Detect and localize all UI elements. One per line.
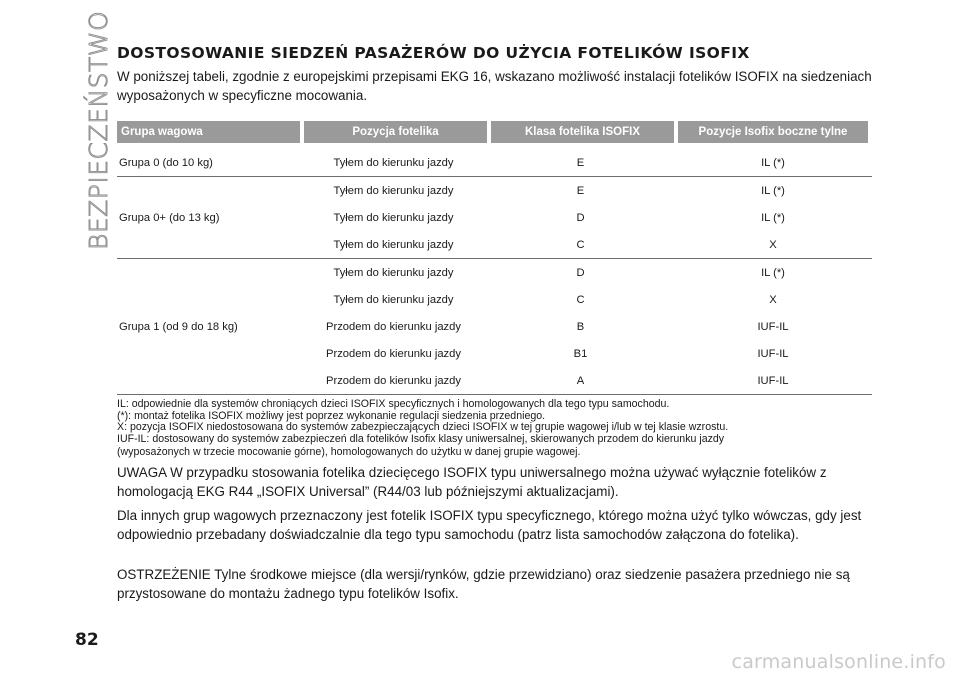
group-label: Grupa 0+ (do 13 kg) <box>119 211 220 224</box>
cell-position: Tyłem do kierunku jazdy <box>333 211 454 224</box>
uwaga-paragraph: UWAGA W przypadku stosowania fotelika dziecięcego ISOFIX typu uniwersalnego można używać wyłącznie fotelików z homologacją EKG R44 „ISOFIX Universal” (R44/03 lub późniejszymi aktualizacjami). <box>117 464 827 500</box>
cell-class: A <box>576 374 585 387</box>
cell-position: Tyłem do kierunku jazdy <box>333 156 454 169</box>
cell-position: Tyłem do kierunku jazdy <box>333 293 454 306</box>
table-group <box>117 259 872 395</box>
note-asterisk: (*): montaż fotelika ISOFIX możliwy jest poprzez wykonanie regulacji siedzenia przedniego. <box>117 409 546 422</box>
cell-class: B <box>576 320 585 333</box>
section-title: DOSTOSOWANIE SIEDZEŃ PASAŻERÓW DO UŻYCIA FOTELIKÓW ISOFIX <box>117 44 750 62</box>
table-header <box>117 121 872 143</box>
cell-position: Przodem do kierunku jazdy <box>326 347 461 360</box>
cell-suitability: IL (*) <box>761 266 785 279</box>
header-seat-position: Pozycja fotelika <box>304 121 487 143</box>
header-rear-side-positions: Pozycje Isofix boczne tylne <box>678 121 868 143</box>
note-x: X: pozycja ISOFIX niedostosowana do systemów zabezpieczających dzieci ISOFIX w tej grupie wagowej i/lub w tej klasie wzrostu. <box>117 421 729 434</box>
cell-position: Tyłem do kierunku jazdy <box>333 266 454 279</box>
chapter-label: BEZPIECZEŃSTWO <box>84 10 113 250</box>
cell-class: C <box>576 293 585 306</box>
cell-suitability: IUF-IL <box>757 320 789 333</box>
watermark: carmanualsonline.info <box>731 651 946 673</box>
table-row <box>300 286 872 313</box>
table-row <box>300 367 872 394</box>
cell-suitability: X <box>769 238 777 251</box>
header-weight-group: Grupa wagowa <box>117 121 300 143</box>
cell-class: E <box>576 156 585 169</box>
cell-suitability: IUF-IL <box>757 374 789 387</box>
cell-class: E <box>576 184 585 197</box>
warning-paragraph: OSTRZEŻENIE Tylne środkowe miejsce (dla wersji/rynków, gdzie przewidziano) oraz siedzenie pasażera przedniego nie są przystosowane do montażu żadnego typu fotelików Isofix. <box>117 566 850 602</box>
table-row <box>300 204 872 231</box>
cell-suitability: IL (*) <box>761 211 785 224</box>
table-group <box>117 149 872 177</box>
group-label: Grupa 0 (do 10 kg) <box>119 156 213 169</box>
table-row <box>300 177 872 204</box>
group-label: Grupa 1 (od 9 do 18 kg) <box>119 320 238 333</box>
table-row <box>300 313 872 340</box>
isofix-table <box>117 121 872 395</box>
table-row <box>300 340 872 367</box>
cell-suitability: IL (*) <box>761 184 785 197</box>
cell-position: Przodem do kierunku jazdy <box>326 374 461 387</box>
other-groups-paragraph: Dla innych grup wagowych przeznaczony jest fotelik ISOFIX typu specyficznego, którego można użyć tylko wówczas, gdy jest odpowiednio przebadany doświadczalnie dla tego typu samochodu (patrz lista samochodów załączona do fotelika). <box>117 507 862 543</box>
note-iuf-il-cont: (wyposażonych w trzecie mocowanie górne), homologowanych do użytku w danej grupie wagowej. <box>117 446 581 459</box>
cell-suitability: IUF-IL <box>757 347 789 360</box>
header-isofix-class: Klasa fotelika ISOFIX <box>491 121 674 143</box>
table-group <box>117 177 872 259</box>
cell-class: D <box>576 266 585 279</box>
table-notes <box>117 399 872 459</box>
intro-paragraph: W poniższej tabeli, zgodnie z europejskimi przepisami EKG 16, wskazano możliwość instalacji fotelików ISOFIX na siedzeniach wyposażonych w specyficzne mocowania. <box>117 69 872 103</box>
cell-position: Tyłem do kierunku jazdy <box>333 238 454 251</box>
page-number: 82 <box>75 630 99 650</box>
note-iuf-il: IUF-IL: dostosowany do systemów zabezpieczeń dla fotelików Isofix klasy uniwersalnej, skierowanych przodem do kierunku jazdy <box>117 432 725 445</box>
cell-suitability: IL (*) <box>761 156 785 169</box>
cell-class: D <box>576 211 585 224</box>
cell-position: Tyłem do kierunku jazdy <box>333 184 454 197</box>
cell-suitability: X <box>769 293 777 306</box>
table-row <box>300 149 872 176</box>
page-content <box>117 44 872 604</box>
cell-class: C <box>576 238 585 251</box>
note-il: IL: odpowiednie dla systemów chroniących dzieci ISOFIX specyficznych i homologowanych dla tego typu samochodu. <box>117 398 670 410</box>
table-row <box>300 259 872 286</box>
cell-position: Przodem do kierunku jazdy <box>326 320 461 333</box>
table-row <box>300 231 872 258</box>
cell-class: B1 <box>573 347 588 360</box>
